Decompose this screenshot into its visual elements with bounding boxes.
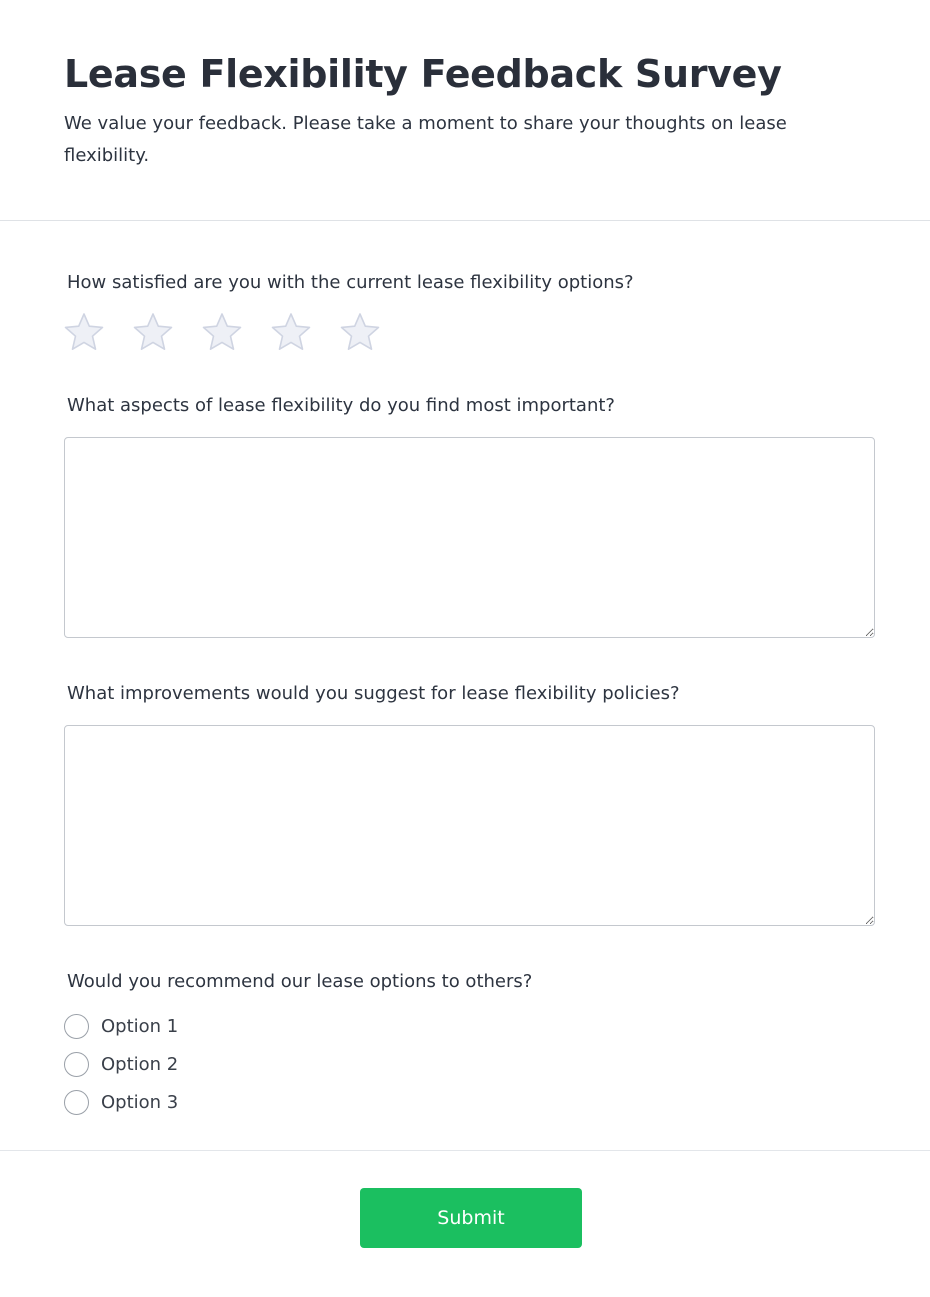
page-title: Lease Flexibility Feedback Survey	[64, 52, 782, 96]
recommend-option-2[interactable]	[64, 1052, 178, 1077]
rating-star-5-icon[interactable]	[340, 312, 380, 352]
question-satisfaction-label: How satisfied are you with the current lease flexibility options?	[67, 272, 634, 293]
radio-option-label: Option 1	[101, 1016, 179, 1037]
question-important-aspects-label: What aspects of lease flexibility do you find most important?	[67, 395, 615, 416]
recommend-option-3[interactable]	[64, 1090, 178, 1115]
rating-star-1-icon[interactable]	[64, 312, 104, 352]
submit-button[interactable]: Submit	[360, 1188, 582, 1248]
question-recommend-label: Would you recommend our lease options to others?	[67, 971, 533, 992]
radio-button-circle[interactable]	[64, 1052, 89, 1077]
improvements-textarea[interactable]	[64, 725, 875, 926]
question-improvements-label: What improvements would you suggest for lease flexibility policies?	[67, 683, 680, 704]
radio-option-label: Option 2	[101, 1054, 179, 1075]
rating-star-2-icon[interactable]	[133, 312, 173, 352]
radio-button-circle[interactable]	[64, 1090, 89, 1115]
rating-star-4-icon[interactable]	[271, 312, 311, 352]
radio-option-label: Option 3	[101, 1092, 179, 1113]
satisfaction-star-rating	[64, 312, 380, 352]
recommend-option-1[interactable]	[64, 1014, 178, 1039]
rating-star-3-icon[interactable]	[202, 312, 242, 352]
page-subtitle: We value your feedback. Please take a moment to share your thoughts on lease flexibility.	[64, 113, 787, 166]
important-aspects-textarea[interactable]	[64, 437, 875, 638]
survey-header	[0, 0, 930, 221]
radio-button-circle[interactable]	[64, 1014, 89, 1039]
